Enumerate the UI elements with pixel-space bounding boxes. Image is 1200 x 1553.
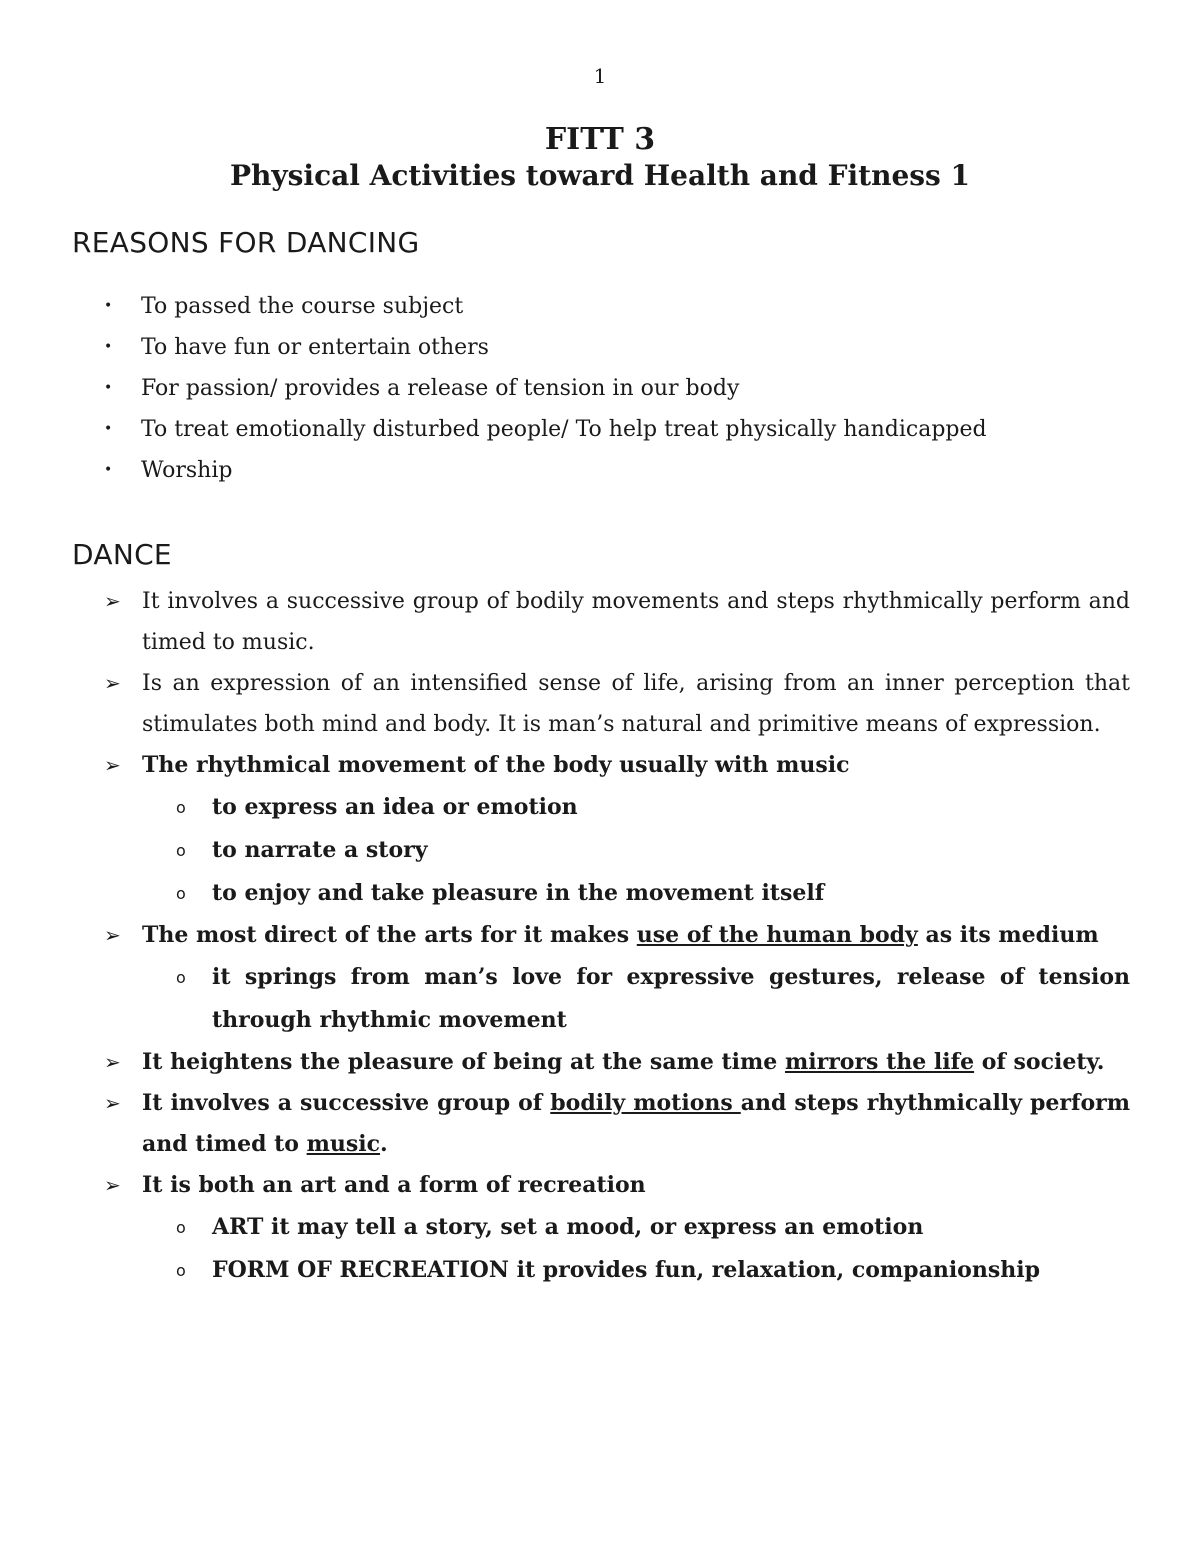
dance-point-text: It heightens the pleasure of being at the same time <box>142 1049 785 1075</box>
reasons-heading: REASONS FOR DANCING <box>72 226 420 259</box>
sub-list <box>142 956 1130 1042</box>
dance-heading: DANCE <box>72 538 172 571</box>
dance-point-text: as its medium <box>917 922 1099 948</box>
circle-bullet-icon: o <box>176 841 186 860</box>
sub-point-text: to express an idea or emotion <box>212 794 578 820</box>
list-item <box>104 409 1144 450</box>
sub-point <box>104 829 1130 872</box>
list-item-text: For passion/ provides a release of tension in our body <box>141 376 740 401</box>
dance-point-text: It is both an art and a form of recreation <box>142 1172 646 1198</box>
dance-point-text: and steps rhythmically perform and timed to <box>142 1090 1130 1157</box>
sub-point-text: FORM OF RECREATION it provides fun, relaxation, companionship <box>212 1257 1040 1283</box>
circle-bullet-icon: o <box>176 1261 186 1280</box>
dance-point-text: Is an expression of an intensified sense of life, arising from an inner perception that stimulates both mind and body. It is man’s natural and primitive means of expression. <box>142 671 1130 737</box>
underlined-phrase: use of the human body <box>636 922 918 948</box>
arrow-bullet-icon: ➢ <box>104 923 121 947</box>
sub-point-text: it springs from man’s love for expressive gestures, release of tension through rhythmic movement <box>212 964 1130 1033</box>
dance-point-text: The most direct of the arts for it makes <box>142 922 637 948</box>
sub-point <box>104 872 1130 915</box>
sub-point-text: to narrate a story <box>212 837 428 863</box>
arrow-bullet-icon: ➢ <box>104 1091 121 1115</box>
sub-point-text: to enjoy and take pleasure in the movement itself <box>212 880 825 906</box>
dance-point-text: The rhythmical movement of the body usually with music <box>142 752 850 778</box>
list-item-text: To passed the course subject <box>141 294 464 319</box>
arrow-bullet-icon: ➢ <box>104 1050 121 1074</box>
list-item-text: Worship <box>141 458 233 483</box>
sub-point-text: ART it may tell a story, set a mood, or express an emotion <box>212 1214 924 1240</box>
dance-point-text: of society. <box>974 1049 1105 1075</box>
sub-list <box>142 1206 1130 1292</box>
list-item <box>104 368 1144 409</box>
dance-point <box>104 1165 1130 1292</box>
arrow-bullet-icon: ➢ <box>104 671 121 695</box>
circle-bullet-icon: o <box>176 1218 186 1237</box>
circle-bullet-icon: o <box>176 968 186 987</box>
underlined-phrase: bodily motions <box>550 1090 741 1116</box>
bullet-icon: • <box>104 298 113 314</box>
list-item <box>104 450 1144 491</box>
circle-bullet-icon: o <box>176 798 186 817</box>
underlined-phrase: mirrors the life <box>784 1049 975 1075</box>
dance-list <box>104 581 1130 1292</box>
bullet-icon: • <box>104 380 113 396</box>
list-item <box>104 327 1144 368</box>
document-title: FITT 3 <box>544 122 656 157</box>
dance-point <box>104 581 1130 663</box>
dance-point-text: . <box>380 1131 388 1157</box>
underlined-phrase: music <box>306 1131 381 1157</box>
dance-point-text: It involves a successive group of bodily movements and steps rhythmically perform and timed to music. <box>142 589 1130 655</box>
sub-point <box>104 1206 1130 1249</box>
bullet-icon: • <box>104 421 113 437</box>
sub-point <box>104 1249 1130 1292</box>
dance-point <box>104 1083 1130 1165</box>
list-item-text: To treat emotionally disturbed people/ To help treat physically handicapped <box>141 417 987 442</box>
list-item <box>104 286 1144 327</box>
bullet-icon: • <box>104 462 113 478</box>
document-subtitle: Physical Activities toward Health and Fitness 1 <box>229 159 971 192</box>
dance-point <box>104 745 1130 915</box>
dance-point <box>104 1042 1130 1083</box>
page-number: 1 <box>593 64 607 88</box>
dance-point <box>104 663 1130 745</box>
dance-point-text: It involves a successive group of <box>142 1090 551 1116</box>
sub-list <box>142 786 1130 915</box>
dance-point <box>104 915 1130 1042</box>
arrow-bullet-icon: ➢ <box>104 589 121 613</box>
arrow-bullet-icon: ➢ <box>104 753 121 777</box>
list-item-text: To have fun or entertain others <box>141 335 489 360</box>
bullet-icon: • <box>104 339 113 355</box>
circle-bullet-icon: o <box>176 884 186 903</box>
sub-point <box>104 786 1130 829</box>
reasons-list <box>104 286 1144 491</box>
arrow-bullet-icon: ➢ <box>104 1173 121 1197</box>
sub-point <box>104 956 1130 1042</box>
